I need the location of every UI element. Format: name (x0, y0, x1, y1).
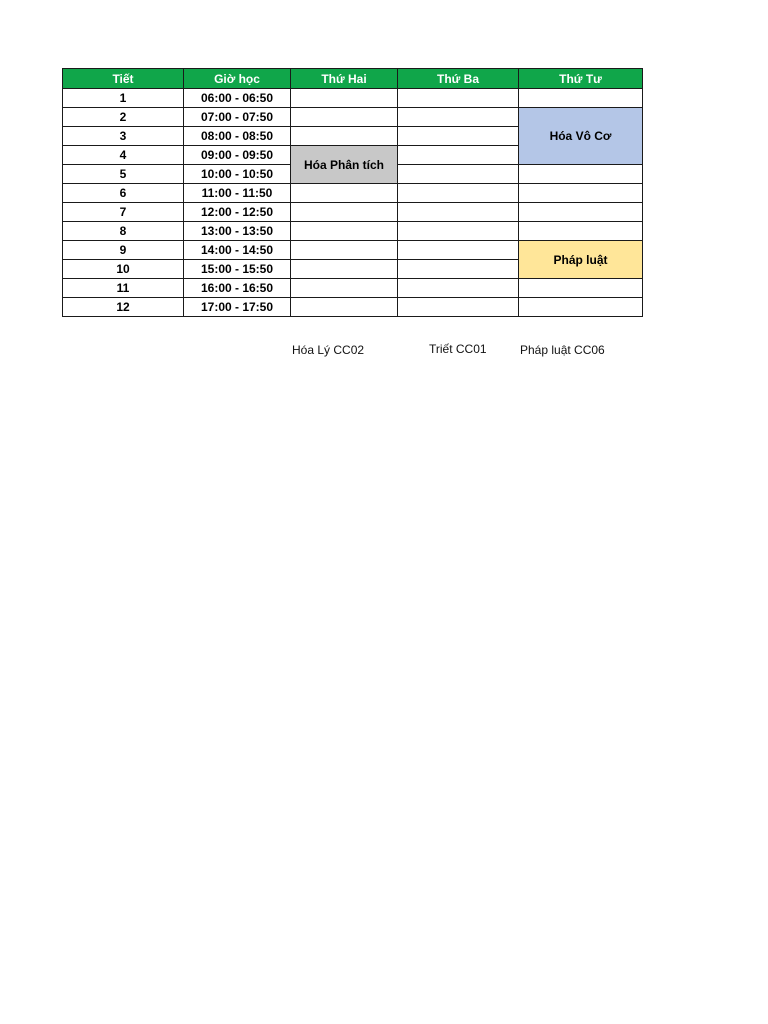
header-monday: Thứ Hai (291, 69, 398, 89)
monday-cell (291, 279, 398, 298)
note-triet: Triết CC01 (429, 342, 487, 356)
tuesday-cell (398, 89, 519, 108)
time-cell: 11:00 - 11:50 (184, 184, 291, 203)
class-phap-luat: Pháp luật (519, 241, 643, 279)
monday-cell (291, 108, 398, 127)
period-cell: 9 (63, 241, 184, 260)
table-row (63, 279, 643, 298)
wednesday-cell (519, 165, 643, 184)
tuesday-cell (398, 241, 519, 260)
table-row (63, 184, 643, 203)
table-row (63, 108, 643, 127)
table-row (63, 222, 643, 241)
tuesday-cell (398, 108, 519, 127)
time-cell: 13:00 - 13:50 (184, 222, 291, 241)
time-cell: 06:00 - 06:50 (184, 89, 291, 108)
time-cell: 07:00 - 07:50 (184, 108, 291, 127)
period-cell: 4 (63, 146, 184, 165)
tuesday-cell (398, 222, 519, 241)
table-row (63, 89, 643, 108)
wednesday-cell (519, 203, 643, 222)
time-cell: 17:00 - 17:50 (184, 298, 291, 317)
header-tuesday: Thứ Ba (398, 69, 519, 89)
period-cell: 1 (63, 89, 184, 108)
tuesday-cell (398, 127, 519, 146)
period-cell: 2 (63, 108, 184, 127)
monday-cell (291, 298, 398, 317)
wednesday-cell (519, 222, 643, 241)
tuesday-cell (398, 203, 519, 222)
monday-cell (291, 203, 398, 222)
wednesday-cell (519, 279, 643, 298)
period-cell: 8 (63, 222, 184, 241)
time-cell: 10:00 - 10:50 (184, 165, 291, 184)
note-phap-luat: Pháp luật CC06 (520, 343, 605, 357)
time-cell: 14:00 - 14:50 (184, 241, 291, 260)
table-row (63, 203, 643, 222)
time-cell: 12:00 - 12:50 (184, 203, 291, 222)
note-hoa-ly: Hóa Lý CC02 (292, 343, 365, 357)
time-cell: 08:00 - 08:50 (184, 127, 291, 146)
period-cell: 5 (63, 165, 184, 184)
tuesday-cell (398, 146, 519, 165)
period-cell: 10 (63, 260, 184, 279)
header-wednesday: Thứ Tư (519, 69, 643, 89)
period-cell: 7 (63, 203, 184, 222)
period-cell: 11 (63, 279, 184, 298)
header-row (63, 69, 643, 89)
table-row (63, 298, 643, 317)
time-cell: 15:00 - 15:50 (184, 260, 291, 279)
tuesday-cell (398, 260, 519, 279)
time-cell: 16:00 - 16:50 (184, 279, 291, 298)
tuesday-cell (398, 298, 519, 317)
wednesday-cell (519, 184, 643, 203)
monday-cell (291, 241, 398, 260)
monday-cell (291, 260, 398, 279)
monday-cell (291, 184, 398, 203)
monday-cell (291, 89, 398, 108)
tuesday-cell (398, 279, 519, 298)
tuesday-cell (398, 165, 519, 184)
wednesday-cell (519, 89, 643, 108)
header-period: Tiết (63, 69, 184, 89)
class-hoa-phan-tich: Hóa Phân tích (291, 146, 398, 184)
tuesday-cell (398, 184, 519, 203)
monday-cell (291, 222, 398, 241)
wednesday-cell (519, 298, 643, 317)
time-cell: 09:00 - 09:50 (184, 146, 291, 165)
table-row (63, 241, 643, 260)
header-time: Giờ học (184, 69, 291, 89)
period-cell: 3 (63, 127, 184, 146)
timetable (62, 68, 643, 317)
monday-cell (291, 127, 398, 146)
period-cell: 6 (63, 184, 184, 203)
class-hoa-vo-co: Hóa Vô Cơ (519, 108, 643, 165)
period-cell: 12 (63, 298, 184, 317)
